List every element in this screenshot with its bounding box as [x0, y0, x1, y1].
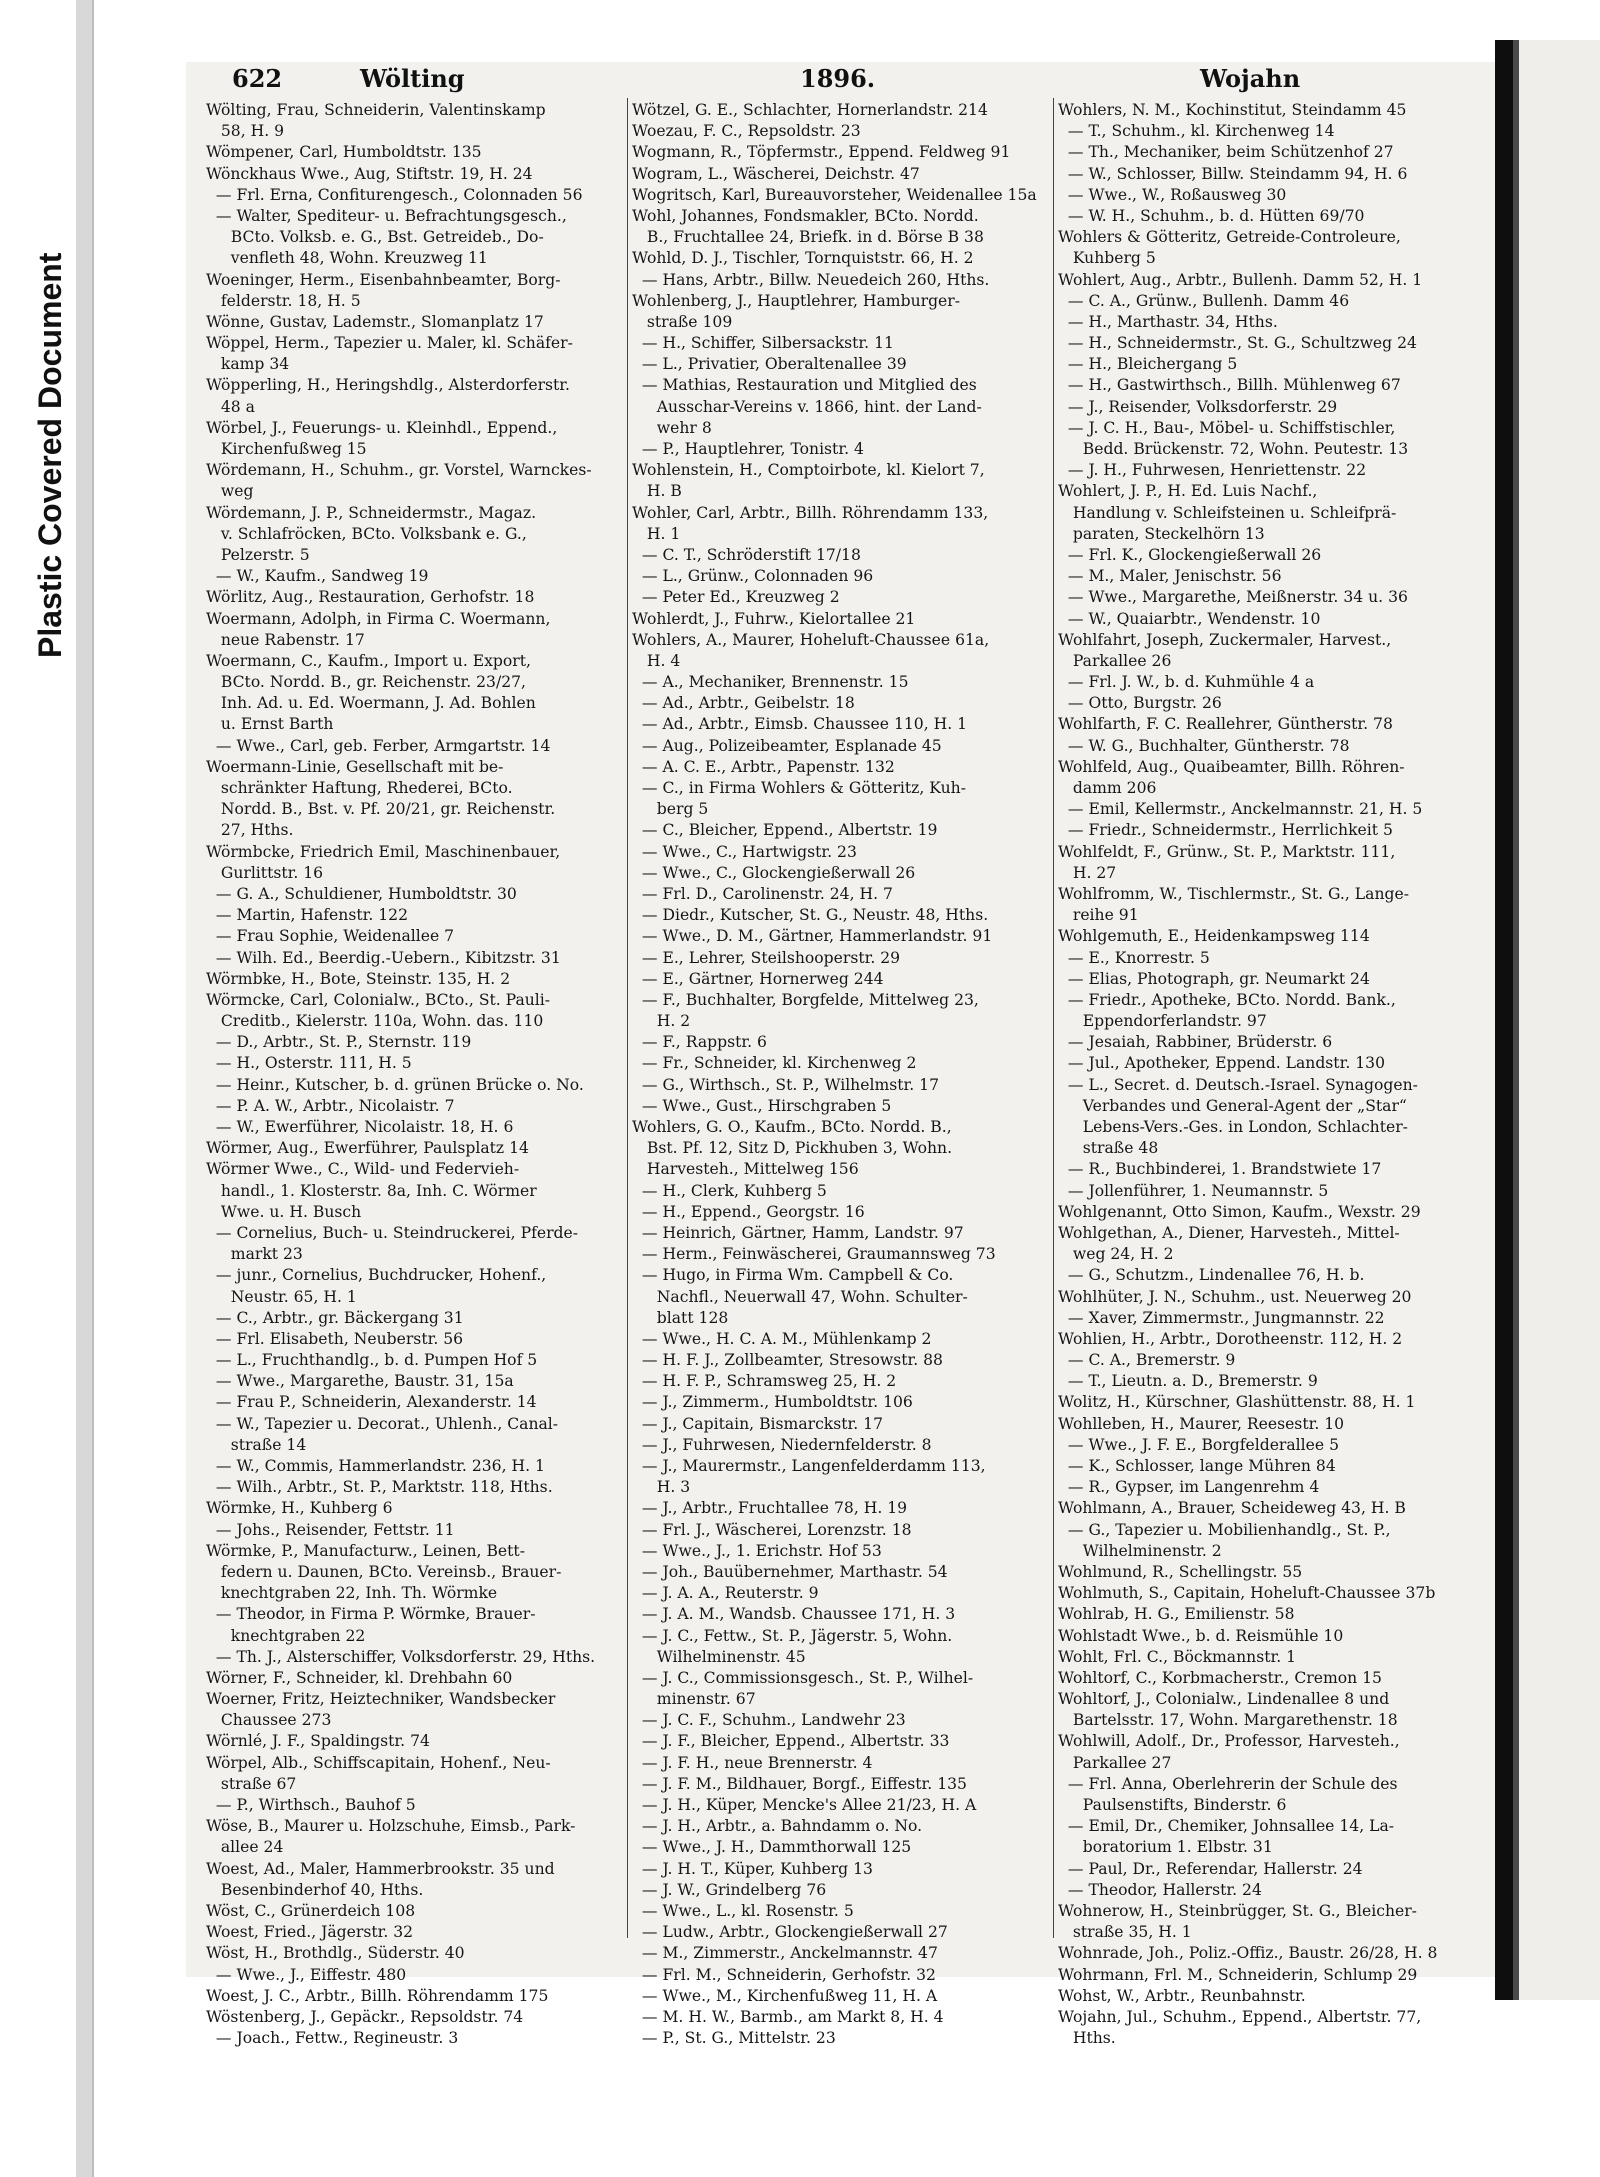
- column-1: [206, 100, 624, 2048]
- directory-entry-line: Nachfl., Neuerwall 47, Wohn. Schulter-: [632, 1287, 968, 1306]
- directory-entry-line: — T., Schuhm., kl. Kirchenweg 14: [1058, 122, 1335, 141]
- directory-entry-line: Wohlfeld, Aug., Quaibeamter, Billh. Röhren-: [1058, 757, 1405, 776]
- directory-entry-line: — Theodor, Hallerstr. 24: [1058, 1880, 1262, 1899]
- directory-entry-line: Wördemann, H., Schuhm., gr. Vorstel, Warnckes-: [206, 461, 592, 480]
- directory-entry-line: — Frl. Anna, Oberlehrerin der Schule des: [1058, 1774, 1398, 1793]
- directory-entry-line: — H., Eppend., Georgstr. 16: [632, 1202, 865, 1221]
- directory-entry-line: H. 3: [632, 1478, 691, 1497]
- directory-entry-line: Wogritsch, Karl, Bureauvorsteher, Weidenallee 15a: [632, 185, 1037, 204]
- directory-entry-line: Wönckhaus Wwe., Aug, Stiftstr. 19, H. 24: [206, 164, 533, 183]
- directory-entry-line: Wohlers & Götteritz, Getreide-Controleure,: [1058, 228, 1401, 247]
- directory-entry-line: — Xaver, Zimmermstr., Jungmannstr. 22: [1058, 1308, 1385, 1327]
- directory-entry-line: Woest, J. C., Arbtr., Billh. Röhrendamm 175: [206, 1986, 549, 2005]
- directory-entry-line: — W. G., Buchhalter, Güntherstr. 78: [1058, 736, 1350, 755]
- directory-entry-line: Wohlenstein, H., Comptoirbote, kl. Kielort 7,: [632, 461, 985, 480]
- directory-entry-line: — P., St. G., Mittelstr. 23: [632, 2029, 836, 2048]
- directory-entry-line: Woest, Fried., Jägerstr. 32: [206, 1923, 414, 1942]
- directory-entry-line: — W., Tapezier u. Decorat., Uhlenh., Canal-: [206, 1414, 559, 1433]
- directory-entry-line: Woerner, Fritz, Heiztechniker, Wandsbecker: [206, 1690, 556, 1709]
- directory-entry-line: — H., Marthastr. 34, Hths.: [1058, 312, 1278, 331]
- directory-entry-line: straße 67: [206, 1774, 297, 1793]
- directory-entry-line: — Jesaiah, Rabbiner, Brüderstr. 6: [1058, 1033, 1333, 1052]
- directory-entry-line: — Wwe., J., Eiffestr. 480: [206, 1965, 407, 1984]
- directory-entry-line: — C. T., Schröderstift 17/18: [632, 545, 861, 564]
- directory-entry-line: felderstr. 18, H. 5: [206, 291, 361, 310]
- directory-entry-line: Woermann, C., Kaufm., Import u. Export,: [206, 651, 531, 670]
- directory-entry-line: Wohlien, H., Arbtr., Dorotheenstr. 112, H. 2: [1058, 1329, 1403, 1348]
- directory-entry-line: Kirchenfußweg 15: [206, 440, 367, 458]
- directory-entry-line: Wohler, Carl, Arbtr., Billh. Röhrendamm 133,: [632, 503, 989, 522]
- directory-entry-line: — J. H., Arbtr., a. Bahndamm o. No.: [632, 1817, 923, 1836]
- next-page-edge: [1519, 40, 1600, 2000]
- directory-entry-line: — P., Hauptlehrer, Tonistr. 4: [632, 440, 864, 458]
- directory-entry-line: Wohlers, N. M., Kochinstitut, Steindamm 45: [1058, 101, 1407, 119]
- directory-entry-line: — Heinr., Kutscher, b. d. grünen Brücke o. No.: [206, 1075, 584, 1094]
- directory-entry-line: — Frl. Erna, Confiturengesch., Colonnaden 56: [206, 185, 583, 204]
- directory-entry-line: Wohlert, Aug., Arbtr., Bullenh. Damm 52, H. 1: [1058, 270, 1423, 289]
- directory-entry-line: — T., Lieutn. a. D., Bremerstr. 9: [1058, 1372, 1318, 1391]
- directory-entry-line: — Otto, Burgstr. 26: [1058, 694, 1222, 713]
- directory-entry-line: — H., Gastwirthsch., Billh. Mühlenweg 67: [1058, 376, 1401, 395]
- directory-entry-line: straße 35, H. 1: [1058, 1923, 1192, 1942]
- directory-entry-line: — Paul, Dr., Referendar, Hallerstr. 24: [1058, 1859, 1363, 1878]
- directory-entry-line: Wohlfarth, F. C. Reallehrer, Güntherstr. 78: [1058, 715, 1393, 734]
- directory-entry-line: — Frl. K., Glockengießerwall 26: [1058, 545, 1322, 564]
- directory-entry-line: Wogmann, R., Töpfermstr., Eppend. Feldweg 91: [632, 143, 1011, 162]
- directory-entry-line: Wohlrab, H. G., Emilienstr. 58: [1058, 1605, 1295, 1624]
- directory-entry-line: schränkter Haftung, Rhederei, BCto.: [206, 779, 513, 797]
- directory-entry-line: H. 27: [1058, 863, 1117, 882]
- directory-entry-line: — G., Schutzm., Lindenallee 76, H. b.: [1058, 1266, 1365, 1285]
- directory-entry-line: neue Rabenstr. 17: [206, 630, 365, 649]
- directory-entry-line: Wohltorf, J., Colonialw., Lindenallee 8 und: [1058, 1690, 1390, 1709]
- directory-entry-line: — Wwe., C., Hartwigstr. 23: [632, 842, 857, 861]
- left-keyword: Wölting: [360, 64, 465, 93]
- directory-entry-line: — E., Gärtner, Hornerweg 244: [632, 969, 884, 988]
- directory-entry-line: — J. F., Bleicher, Eppend., Albertstr. 33: [632, 1732, 950, 1751]
- directory-entry-line: — Cornelius, Buch- u. Steindruckerei, Pferde-: [206, 1223, 579, 1242]
- column-2: [632, 100, 1050, 2048]
- directory-entry-line: Ausschar-Vereins v. 1866, hint. der Land-: [632, 397, 982, 416]
- directory-entry-line: Wohnrade, Joh., Poliz.-Offiz., Baustr. 26/28, H. 8: [1058, 1944, 1438, 1963]
- directory-entry-line: Hths.: [1058, 2029, 1116, 2048]
- directory-entry-line: markt 23: [206, 1245, 303, 1264]
- directory-entry-line: — G., Wirthsch., St. P., Wilhelmstr. 17: [632, 1075, 939, 1094]
- directory-entry-line: — L., Grünw., Colonnaden 96: [632, 567, 874, 586]
- directory-entry-line: Lebens-Vers.-Ges. in London, Schlachter-: [1058, 1118, 1408, 1136]
- directory-entry-line: — C., in Firma Wohlers & Götteritz, Kuh-: [632, 779, 966, 797]
- directory-entry-line: — J. C. H., Bau-, Möbel- u. Schiffstischler,: [1058, 418, 1396, 437]
- directory-entry-line: Wöstenberg, J., Gepäckr., Repsoldstr. 74: [206, 2007, 524, 2026]
- directory-entry-line: Gurlittstr. 16: [206, 863, 324, 882]
- directory-entry-line: Wömpener, Carl, Humboldtstr. 135: [206, 143, 482, 162]
- directory-entry-line: — A. C. E., Arbtr., Papenstr. 132: [632, 757, 895, 776]
- directory-entry-line: — M., Zimmerstr., Anckelmannstr. 47: [632, 1944, 938, 1963]
- page-number: 622: [232, 64, 283, 93]
- directory-entry-line: — Aug., Polizeibeamter, Esplanade 45: [632, 736, 942, 755]
- directory-entry-line: kamp 34: [206, 355, 290, 374]
- directory-entry-line: Wohlert, J. P., H. Ed. Luis Nachf.,: [1058, 482, 1318, 501]
- directory-entry-line: H. 4: [632, 651, 681, 670]
- directory-entry-line: Pelzerstr. 5: [206, 545, 310, 564]
- directory-entry-line: straße 48: [1058, 1139, 1159, 1158]
- directory-entry-line: Wohlers, G. O., Kaufm., BCto. Nordd. B.,: [632, 1118, 952, 1136]
- directory-entry-line: — Wwe., W., Roßausweg 30: [1058, 185, 1287, 204]
- directory-entry-line: federn u. Daunen, BCto. Vereinsb., Brauer-: [206, 1562, 562, 1581]
- directory-entry-line: allee 24: [206, 1838, 284, 1857]
- directory-entry-line: Kuhberg 5: [1058, 249, 1156, 268]
- directory-entry-line: Nordd. B., Bst. v. Pf. 20/21, gr. Reichenstr.: [206, 800, 556, 819]
- directory-entry-line: — Theodor, in Firma P. Wörmke, Brauer-: [206, 1605, 536, 1624]
- directory-entry-line: — Frl. Elisabeth, Neuberstr. 56: [206, 1329, 464, 1348]
- directory-entry-line: Bedd. Brückenstr. 72, Wohn. Peutestr. 13: [1058, 440, 1409, 458]
- directory-entry-line: — H. F. P., Schramsweg 25, H. 2: [632, 1372, 897, 1391]
- scan-left-edge: [76, 0, 92, 2177]
- directory-entry-line: — G. A., Schuldiener, Humboldtstr. 30: [206, 884, 517, 903]
- directory-entry-line: — Th., Mechaniker, beim Schützenhof 27: [1058, 143, 1394, 162]
- directory-entry-line: Wohrmann, Frl. M., Schneiderin, Schlump 29: [1058, 1965, 1418, 1984]
- directory-entry-line: — J. H., Fuhrwesen, Henriettenstr. 22: [1058, 461, 1367, 480]
- directory-entry-line: knechtgraben 22: [206, 1626, 366, 1645]
- directory-entry-line: — Ludw., Arbtr., Glockengießerwall 27: [632, 1923, 948, 1942]
- directory-entry-line: Parkallee 27: [1058, 1753, 1172, 1772]
- directory-entry-line: Wohltorf, C., Korbmacherstr., Cremon 15: [1058, 1668, 1382, 1687]
- directory-entry-line: — H., Osterstr. 111, H. 5: [206, 1054, 412, 1073]
- directory-entry-line: — Wwe., C., Glockengießerwall 26: [632, 863, 916, 882]
- directory-entry-line: wehr 8: [632, 418, 712, 437]
- directory-entry-line: Wörmbke, H., Bote, Steinstr. 135, H. 2: [206, 969, 511, 988]
- directory-entry-line: Inh. Ad. u. Ed. Woermann, J. Ad. Bohlen: [206, 694, 536, 713]
- directory-entry-line: Wörmbcke, Friedrich Emil, Maschinenbauer,: [206, 842, 561, 861]
- directory-entry-line: — Heinrich, Gärtner, Hamm, Landstr. 97: [632, 1223, 964, 1242]
- directory-entry-line: Wörmke, P., Manufacturw., Leinen, Bett-: [206, 1541, 525, 1560]
- directory-entry-line: Wilhelminenstr. 2: [1058, 1541, 1222, 1560]
- directory-entry-line: — Wwe., L., kl. Rosenstr. 5: [632, 1901, 854, 1920]
- directory-entry-line: — Wwe., Margarethe, Meißnerstr. 34 u. 36: [1058, 588, 1408, 607]
- directory-entry-line: — Frl. D., Carolinenstr. 24, H. 7: [632, 884, 893, 903]
- directory-entry-line: — Emil, Kellermstr., Anckelmannstr. 21, H. 5: [1058, 800, 1423, 819]
- directory-entry-line: — P. A. W., Arbtr., Nicolaistr. 7: [206, 1096, 455, 1115]
- directory-entry-line: — Wwe., Gust., Hirschgraben 5: [632, 1096, 892, 1115]
- directory-entry-line: — J. C., Commissionsgesch., St. P., Wilhel-: [632, 1668, 974, 1687]
- directory-entry-line: — Wwe., Margarethe, Baustr. 31, 15a: [206, 1372, 514, 1391]
- directory-entry-line: 48 a: [206, 397, 255, 416]
- directory-entry-line: — J. H., Küper, Mencke's Allee 21/23, H. A: [632, 1796, 977, 1814]
- directory-entry-line: Wohlfeldt, F., Grünw., St. P., Marktstr. 111,: [1058, 842, 1396, 861]
- directory-entry-line: — J. C. F., Schuhm., Landwehr 23: [632, 1711, 906, 1730]
- directory-entry-line: Wohlmann, A., Brauer, Scheideweg 43, H. B: [1058, 1499, 1406, 1518]
- directory-entry-line: Wohlgemuth, E., Heidenkampsweg 114: [1058, 927, 1370, 946]
- directory-entry-line: — J. A. A., Reuterstr. 9: [632, 1584, 819, 1603]
- directory-entry-line: — H., Schneidermstr., St. G., Schultzweg 24: [1058, 334, 1417, 353]
- directory-entry-line: — P., Wirthsch., Bauhof 5: [206, 1796, 416, 1814]
- directory-entry-line: Wohlerdt, J., Fuhrw., Kielortallee 21: [632, 609, 916, 628]
- directory-entry-line: — W., Quaiarbtr., Wendenstr. 10: [1058, 609, 1321, 628]
- directory-entry-line: BCto. Volksb. e. G., Bst. Getreideb., Do-: [206, 228, 544, 247]
- directory-entry-line: — A., Mechaniker, Brennenstr. 15: [632, 673, 909, 692]
- directory-entry-line: — Friedr., Apotheke, BCto. Nordd. Bank.,: [1058, 990, 1396, 1009]
- directory-entry-line: Woermann-Linie, Gesellschaft mit be-: [206, 757, 504, 776]
- directory-entry-line: Wörpel, Alb., Schiffscapitain, Hohenf., Neu-: [206, 1753, 551, 1772]
- directory-entry-line: Wördemann, J. P., Schneidermstr., Magaz.: [206, 503, 537, 522]
- directory-entry-line: — J. W., Grindelberg 76: [632, 1880, 827, 1899]
- directory-entry-line: Wohlt, Frl. C., Böckmannstr. 1: [1058, 1647, 1297, 1666]
- directory-entry-line: — J., Arbtr., Fruchtallee 78, H. 19: [632, 1499, 908, 1518]
- directory-entry-line: Woest, Ad., Maler, Hammerbrookstr. 35 und: [206, 1859, 555, 1878]
- directory-entry-line: — Wwe., H. C. A. M., Mühlenkamp 2: [632, 1329, 932, 1348]
- directory-entry-line: v. Schlafröcken, BCto. Volksbank e. G.,: [206, 524, 527, 543]
- directory-entry-line: Neustr. 65, H. 1: [206, 1287, 357, 1306]
- directory-entry-line: — E., Lehrer, Steilshooperstr. 29: [632, 948, 901, 967]
- directory-entry-line: — H., Bleichergang 5: [1058, 355, 1238, 374]
- directory-entry-line: Verbandes und General-Agent der „Star“: [1058, 1096, 1407, 1115]
- directory-entry-line: — Wilh., Arbtr., St. P., Marktstr. 118, Hths.: [206, 1478, 553, 1497]
- directory-entry-line: — F., Rappstr. 6: [632, 1033, 767, 1052]
- directory-entry-line: BCto. Nordd. B., gr. Reichenstr. 23/27,: [206, 673, 526, 692]
- directory-entry-line: — Hugo, in Firma Wm. Campbell & Co.: [632, 1266, 954, 1285]
- directory-entry-line: — J. C., Fettw., St. P., Jägerstr. 5, Wohn.: [632, 1626, 953, 1645]
- directory-entry-line: — W., Ewerführer, Nicolaistr. 18, H. 6: [206, 1118, 514, 1136]
- directory-entry-line: — L., Privatier, Oberaltenallee 39: [632, 355, 907, 374]
- directory-entry-line: — Ad., Arbtr., Eimsb. Chaussee 110, H. 1: [632, 715, 968, 734]
- directory-entry-line: 58, H. 9: [206, 122, 285, 141]
- directory-entry-line: — D., Arbtr., St. P., Sternstr. 119: [206, 1033, 472, 1052]
- directory-entry-line: — junr., Cornelius, Buchdrucker, Hohenf.,: [206, 1266, 547, 1285]
- directory-entry-line: — Herm., Feinwäscherei, Graumannsweg 73: [632, 1245, 996, 1264]
- directory-entry-line: Wörner, F., Schneider, kl. Drehbahn 60: [206, 1668, 513, 1687]
- directory-entry-line: — Mathias, Restauration und Mitglied des: [632, 376, 977, 395]
- directory-entry-line: reihe 91: [1058, 906, 1139, 925]
- directory-entry-line: Wötzel, G. E., Schlachter, Hornerlandstr. 214: [632, 101, 988, 119]
- directory-entry-line: — Frau P., Schneiderin, Alexanderstr. 14: [206, 1393, 537, 1412]
- directory-entry-line: H. 1: [632, 524, 681, 543]
- directory-entry-line: knechtgraben 22, Inh. Th. Wörmke: [206, 1584, 498, 1603]
- directory-entry-line: — M., Maler, Jenischstr. 56: [1058, 567, 1282, 586]
- directory-entry-line: minenstr. 67: [632, 1690, 756, 1709]
- directory-entry-line: — Walter, Spediteur- u. Befrachtungsgesch.,: [206, 206, 567, 225]
- directory-entry-line: Parkallee 26: [1058, 651, 1172, 670]
- directory-entry-line: — Wwe., D. M., Gärtner, Hammerlandstr. 91: [632, 927, 993, 946]
- directory-entry-line: u. Ernst Barth: [206, 715, 334, 734]
- directory-entry-line: Wohlfahrt, Joseph, Zuckermaler, Harvest.,: [1058, 630, 1392, 649]
- directory-entry-line: — G., Tapezier u. Mobilienhandlg., St. P.,: [1058, 1520, 1391, 1539]
- directory-entry-line: Wöst, H., Brothdlg., Süderstr. 40: [206, 1944, 465, 1963]
- directory-entry-line: — C. A., Bremerstr. 9: [1058, 1351, 1236, 1370]
- directory-entry-line: Wörmcke, Carl, Colonialw., BCto., St. Pauli-: [206, 990, 551, 1009]
- directory-entry-line: Wohst, W., Arbtr., Reunbahnstr.: [1058, 1986, 1306, 2005]
- watermark-text: Plastic Covered Document: [32, 252, 68, 658]
- directory-entry-line: — Frl. M., Schneiderin, Gerhofstr. 32: [632, 1965, 936, 1984]
- directory-entry-line: — Elias, Photograph, gr. Neumarkt 24: [1058, 969, 1370, 988]
- directory-entry-line: — L., Fruchthandlg., b. d. Pumpen Hof 5: [206, 1351, 538, 1370]
- directory-entry-line: Wogram, L., Wäscherei, Deichstr. 47: [632, 164, 920, 183]
- directory-entry-line: B., Fruchtallee 24, Briefk. in d. Börse B 38: [632, 228, 984, 247]
- directory-entry-line: venfleth 48, Wohn. Kreuzweg 11: [206, 249, 488, 268]
- right-keyword: Wojahn: [1200, 64, 1301, 93]
- directory-entry-line: — Wwe., M., Kirchenfußweg 11, H. A: [632, 1986, 938, 2005]
- directory-entry-line: — Joh., Bauübernehmer, Marthastr. 54: [632, 1562, 948, 1581]
- directory-entry-line: Wohlleben, H., Maurer, Reesestr. 10: [1058, 1414, 1345, 1433]
- directory-entry-line: Wohlgethan, A., Diener, Harvesteh., Mittel-: [1058, 1223, 1400, 1242]
- directory-entry-line: — M. H. W., Barmb., am Markt 8, H. 4: [632, 2007, 944, 2026]
- directory-entry-line: Wwe. u. H. Busch: [206, 1202, 362, 1221]
- directory-entry-line: — Fr., Schneider, kl. Kirchenweg 2: [632, 1054, 917, 1073]
- directory-entry-line: Wohlwill, Adolf., Dr., Professor, Harvesteh.,: [1058, 1732, 1400, 1751]
- directory-entry-line: — R., Buchbinderei, 1. Brandstwiete 17: [1058, 1160, 1382, 1179]
- directory-entry-line: Wohlgenannt, Otto Simon, Kaufm., Wexstr. 29: [1058, 1202, 1421, 1221]
- directory-entry-line: Wörmer, Aug., Ewerführer, Paulsplatz 14: [206, 1139, 529, 1158]
- column-3: [1058, 100, 1494, 2048]
- directory-entry-line: Wörmke, H., Kuhberg 6: [206, 1499, 393, 1518]
- directory-entry-line: straße 109: [632, 312, 733, 331]
- directory-entry-line: Wohlers, A., Maurer, Hoheluft-Chaussee 61a,: [632, 630, 990, 649]
- directory-entry-line: — C., Bleicher, Eppend., Albertstr. 19: [632, 821, 938, 840]
- directory-entry-line: — H. F. J., Zollbeamter, Stresowstr. 88: [632, 1351, 943, 1370]
- directory-entry-line: — Johs., Reisender, Fettstr. 11: [206, 1520, 455, 1539]
- directory-entry-line: Wöse, B., Maurer u. Holzschuhe, Eimsb., Park-: [206, 1817, 576, 1836]
- directory-entry-line: — W., Commis, Hammerlandstr. 236, H. 1: [206, 1457, 545, 1475]
- directory-entry-line: — Wilh. Ed., Beerdig.-Uebern., Kibitzstr. 31: [206, 948, 561, 967]
- directory-entry-line: Wöppel, Herm., Tapezier u. Maler, kl. Schäfer-: [206, 334, 573, 353]
- directory-entry-line: Woeninger, Herm., Eisenbahnbeamter, Borg-: [206, 270, 561, 289]
- directory-entry-line: Wohlstadt Wwe., b. d. Reismühle 10: [1058, 1626, 1344, 1645]
- directory-entry-line: — Wwe., J., 1. Erichstr. Hof 53: [632, 1541, 882, 1560]
- directory-entry-line: — J., Zimmerm., Humboldtstr. 106: [632, 1393, 913, 1412]
- directory-entry-line: Bartelsstr. 17, Wohn. Margarethenstr. 18: [1058, 1711, 1398, 1730]
- directory-entry-line: — Wwe., Carl, geb. Ferber, Armgartstr. 14: [206, 736, 551, 755]
- directory-entry-line: — Th. J., Alsterschiffer, Volksdorferstr. 29, Hths.: [206, 1647, 596, 1666]
- directory-entry-line: H. 2: [632, 1012, 691, 1031]
- directory-entry-line: Wohl, Johannes, Fondsmakler, BCto. Nordd.: [632, 206, 979, 225]
- directory-entry-line: — Wwe., J. H., Dammthorwall 125: [632, 1838, 912, 1857]
- directory-entry-line: — J., Reisender, Volksdorferstr. 29: [1058, 397, 1338, 416]
- directory-entry-line: Harvesteh., Mittelweg 156: [632, 1160, 859, 1179]
- directory-entry-line: 27, Hths.: [206, 821, 294, 840]
- directory-entry-line: Wörmer Wwe., C., Wild- und Federvieh-: [206, 1160, 520, 1179]
- column-rule-1: [627, 98, 628, 1938]
- directory-entry-line: — J., Fuhrwesen, Niedernfelderstr. 8: [632, 1435, 932, 1454]
- directory-entry-line: — Hans, Arbtr., Billw. Neuedeich 260, Hths.: [632, 270, 990, 289]
- directory-entry-line: Chaussee 273: [206, 1711, 332, 1730]
- directory-entry-line: — J., Maurermstr., Langenfelderdamm 113,: [632, 1457, 986, 1475]
- directory-entry-line: Wörlitz, Aug., Restauration, Gerhofstr. 18: [206, 588, 535, 607]
- directory-entry-line: blatt 128: [632, 1308, 729, 1327]
- directory-entry-line: Wojahn, Jul., Schuhm., Eppend., Albertstr. 77,: [1058, 2007, 1422, 2026]
- directory-entry-line: — E., Knorrestr. 5: [1058, 948, 1210, 967]
- directory-entry-line: — F., Buchhalter, Borgfelde, Mittelweg 23,: [632, 990, 979, 1009]
- directory-entry-line: berg 5: [632, 800, 709, 819]
- directory-entry-line: — C. A., Grünw., Bullenh. Damm 46: [1058, 291, 1350, 310]
- directory-entry-line: — J. A. M., Wandsb. Chaussee 171, H. 3: [632, 1605, 956, 1624]
- directory-entry-line: Handlung v. Schleifsteinen u. Schleifprä-: [1058, 503, 1397, 522]
- directory-entry-line: — K., Schlosser, lange Mühren 84: [1058, 1457, 1336, 1475]
- directory-entry-line: Wohlenberg, J., Hauptlehrer, Hamburger-: [632, 291, 961, 310]
- directory-entry-line: — Frau Sophie, Weidenallee 7: [206, 927, 455, 946]
- directory-entry-line: — J. F. M., Bildhauer, Borgf., Eiffestr. 135: [632, 1774, 967, 1793]
- directory-entry-line: Woezau, F. C., Repsoldstr. 23: [632, 122, 861, 141]
- directory-entry-line: — W. H., Schuhm., b. d. Hütten 69/70: [1058, 206, 1365, 225]
- directory-entry-line: handl., 1. Klosterstr. 8a, Inh. C. Wörmer: [206, 1181, 537, 1200]
- directory-entry-line: Wohlmuth, S., Capitain, Hoheluft-Chaussee 37b: [1058, 1584, 1436, 1603]
- directory-entry-line: — W., Kaufm., Sandweg 19: [206, 567, 429, 586]
- directory-entry-line: — Jollenführer, 1. Neumannstr. 5: [1058, 1181, 1329, 1200]
- directory-entry-line: weg: [206, 482, 254, 501]
- directory-entry-line: — Frl. J. W., b. d. Kuhmühle 4 a: [1058, 673, 1315, 692]
- directory-entry-line: Wohlhüter, J. N., Schuhm., ust. Neuerweg 20: [1058, 1287, 1412, 1306]
- directory-entry-line: Wohnerow, H., Steinbrügger, St. G., Bleicher-: [1058, 1901, 1417, 1920]
- directory-entry-line: Wilhelminenstr. 45: [632, 1647, 806, 1666]
- directory-entry-line: — J. H. T., Küper, Kuhberg 13: [632, 1859, 873, 1878]
- directory-entry-line: paraten, Steckelhörn 13: [1058, 524, 1265, 543]
- directory-entry-line: Bst. Pf. 12, Sitz D, Pickhuben 3, Wohn.: [632, 1139, 953, 1158]
- year-heading: 1896.: [800, 64, 876, 93]
- directory-entry-line: — Wwe., J. F. E., Borgfelderallee 5: [1058, 1435, 1339, 1454]
- directory-entry-line: Wörbel, J., Feuerungs- u. Kleinhdl., Eppend.,: [206, 418, 558, 437]
- scan-left-edge-line: [92, 0, 94, 2177]
- directory-entry-line: — Martin, Hafenstr. 122: [206, 906, 409, 925]
- directory-entry-line: — Emil, Dr., Chemiker, Johnsallee 14, La-: [1058, 1817, 1395, 1836]
- directory-entry-line: — R., Gypser, im Langenrehm 4: [1058, 1478, 1320, 1497]
- directory-entry-line: Wohld, D. J., Tischler, Tornquiststr. 66, H. 2: [632, 249, 974, 268]
- directory-entry-line: Paulsenstifts, Binderstr. 6: [1058, 1796, 1287, 1814]
- directory-entry-line: — Jul., Apotheker, Eppend. Landstr. 130: [1058, 1054, 1385, 1073]
- directory-entry-line: Wohlmund, R., Schellingstr. 55: [1058, 1562, 1303, 1581]
- directory-entry-line: damm 206: [1058, 779, 1157, 797]
- directory-entry-line: Woermann, Adolph, in Firma C. Woermann,: [206, 609, 551, 628]
- directory-entry-line: — Diedr., Kutscher, St. G., Neustr. 48, Hths.: [632, 906, 989, 925]
- directory-entry-line: — Friedr., Schneidermstr., Herrlichkeit 5: [1058, 821, 1393, 840]
- directory-entry-line: — C., Arbtr., gr. Bäckergang 31: [206, 1308, 464, 1327]
- directory-entry-line: weg 24, H. 2: [1058, 1245, 1174, 1264]
- directory-entry-line: — J., Capitain, Bismarckstr. 17: [632, 1414, 884, 1433]
- directory-entry-line: Wölting, Frau, Schneiderin, Valentinskamp: [206, 101, 546, 119]
- directory-entry-line: Wolitz, H., Kürschner, Glashüttenstr. 88, H. 1: [1058, 1393, 1416, 1412]
- directory-entry-line: Wöpperling, H., Heringshdlg., Alsterdorferstr.: [206, 376, 570, 395]
- directory-entry-line: Wöst, C., Grünerdeich 108: [206, 1901, 416, 1920]
- directory-entry-line: — W., Schlosser, Billw. Steindamm 94, H. 6: [1058, 164, 1408, 183]
- directory-entry-line: Eppendorferlandstr. 97: [1058, 1012, 1267, 1031]
- directory-entry-line: — Peter Ed., Kreuzweg 2: [632, 588, 840, 607]
- directory-entry-line: Wönne, Gustav, Lademstr., Slomanplatz 17: [206, 312, 544, 331]
- directory-entry-line: — H., Schiffer, Silbersackstr. 11: [632, 334, 894, 353]
- directory-entry-line: straße 14: [206, 1435, 307, 1454]
- directory-entry-line: — L., Secret. d. Deutsch.-Israel. Synagogen-: [1058, 1075, 1418, 1094]
- watermark-strip: [0, 0, 68, 2177]
- directory-entry-line: — J. F. H., neue Brennerstr. 4: [632, 1753, 873, 1772]
- directory-entry-line: Wohlfromm, W., Tischlermstr., St. G., Lange-: [1058, 884, 1409, 903]
- book-binding: [1495, 40, 1513, 2000]
- directory-entry-line: Wörnlé, J. F., Spaldingstr. 74: [206, 1732, 430, 1751]
- directory-entry-line: boratorium 1. Elbstr. 31: [1058, 1838, 1273, 1857]
- directory-entry-line: — H., Clerk, Kuhberg 5: [632, 1181, 827, 1200]
- directory-entry-line: — Ad., Arbtr., Geibelstr. 18: [632, 694, 855, 713]
- directory-entry-line: Creditb., Kielerstr. 110a, Wohn. das. 110: [206, 1012, 544, 1031]
- directory-entry-line: — Frl. J., Wäscherei, Lorenzstr. 18: [632, 1520, 912, 1539]
- directory-entry-line: — Joach., Fettw., Regineustr. 3: [206, 2029, 459, 2048]
- directory-entry-line: H. B: [632, 482, 682, 501]
- directory-entry-line: Besenbinderhof 40, Hths.: [206, 1880, 424, 1899]
- column-rule-2: [1053, 98, 1054, 1938]
